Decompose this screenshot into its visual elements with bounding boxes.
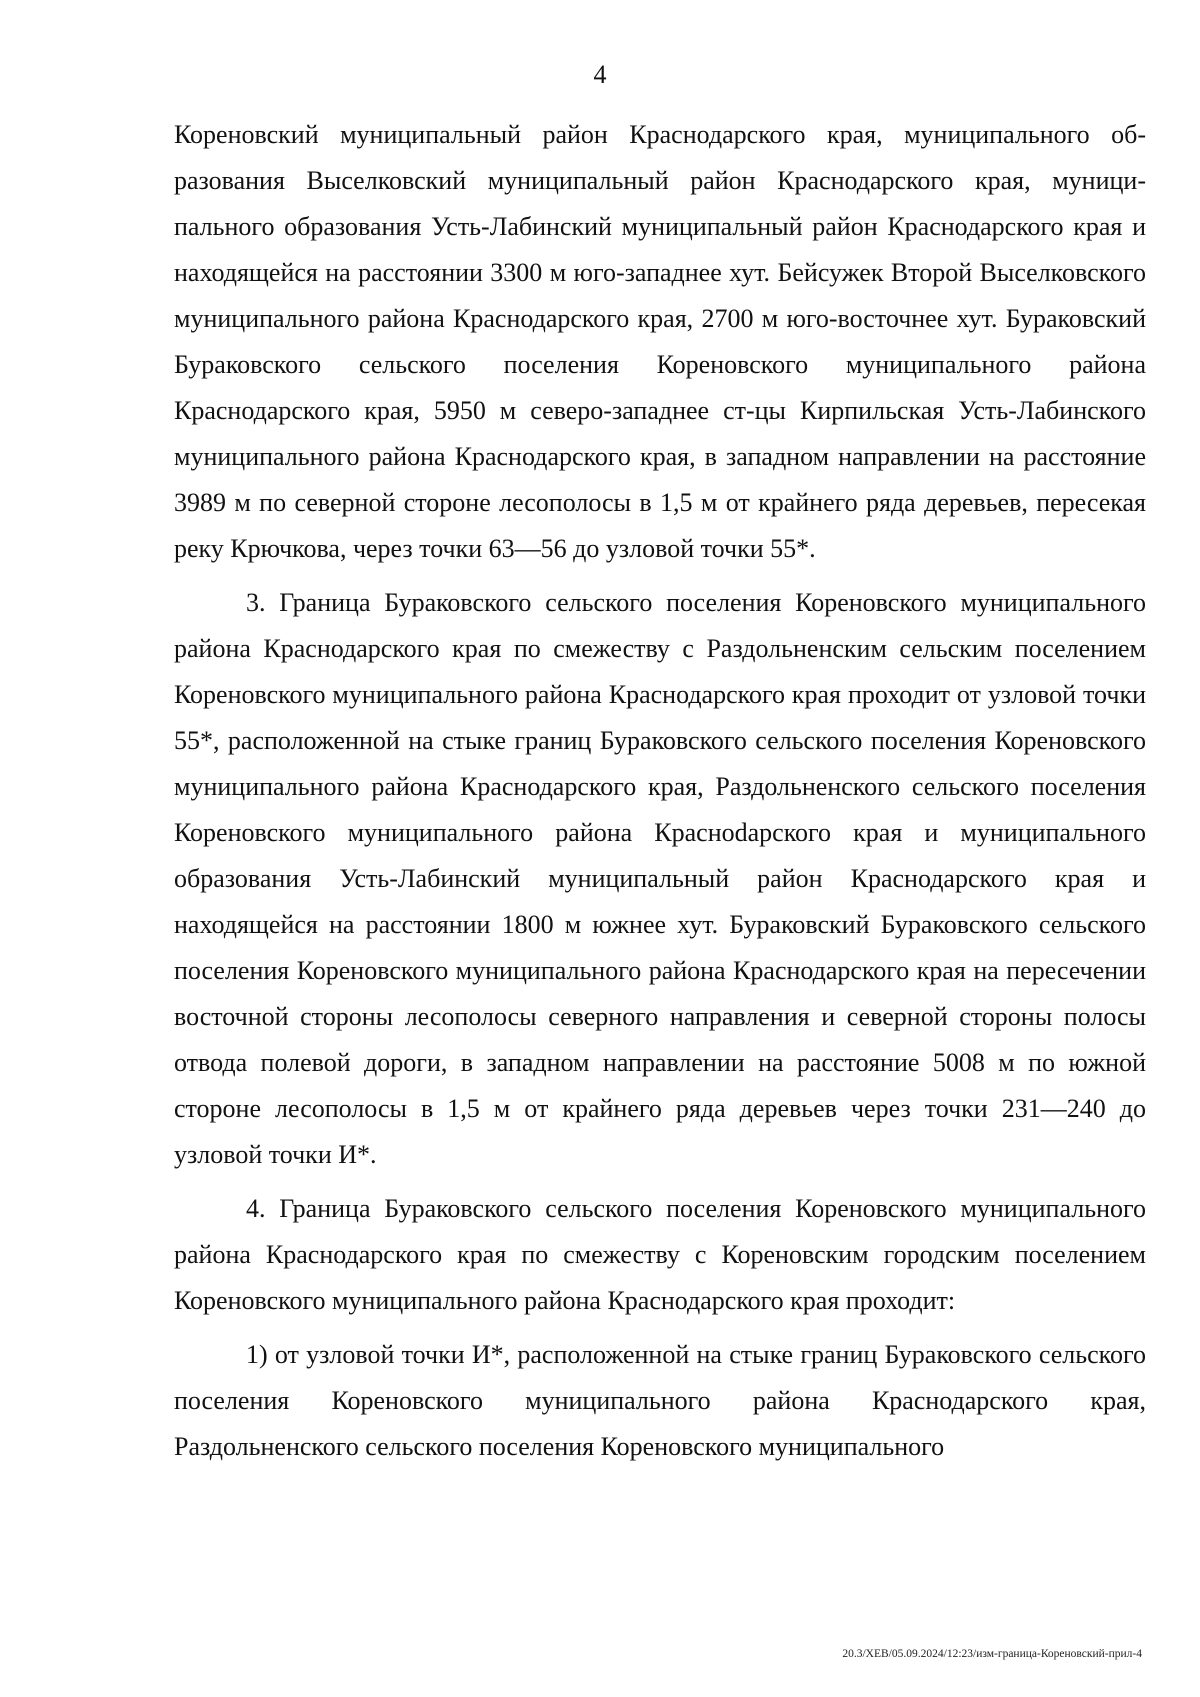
paragraph-section-3: 3. Граница Бураковского сельского поселения Кореновского муниципального района Краснодарского края по смежеству с Раздольненским сельским поселением Кореновского муниципального района Краснодарского края проходит от узловой точки 55*, расположенной на стыке границ Бураковского сельского поселения Кореновского муниципального района Краснодарского края, Раздольненского сельского поселения Кореновского муниципального района Красноdарского края и муниципального образования Усть-Лабинский муниципальный район Краснодарского края и находящейся на расстоянии 1800 м южнее хут. Бураковский Бураковского сельского поселения Кореновского муниципального района Краснодарского края на пересечении восточной стороны лесополосы северного направления и северной стороны полосы отвода полевой дороги, в западном направлении на расстояние 5008 м по южной стороне лесополосы в 1,5 м от крайнего ряда деревьев через точки 231—240 до узловой точки И*.: [174, 588, 1146, 1169]
document-body: [174, 112, 1146, 1470]
paragraph-item-1: 1) от узловой точки И*, расположенной на стыке границ Бураковского сельского поселения Кореновского муниципального района Краснодарского края, Раздольненского сельского поселения Кореновского муниципального: [174, 1340, 1146, 1461]
paragraph-section-4: 4. Граница Бураковского сельского поселения Кореновского муниципального района Краснодарского края по смежеству с Кореновским городским поселением Кореновского муниципального района Краснодарского края проходит:: [174, 1194, 1146, 1315]
footer-file-reference: 20.3/XEB/05.09.2024/12:23/изм-граница-Кореновский-прил-4: [842, 1648, 1142, 1660]
page-number: 4: [593, 60, 607, 89]
paragraph-continuation: Кореновский муниципальный район Краснодарского края, муниципального образования Выселковский муниципальный район Краснодарского края, муниципального образования Усть-Лабинский муниципальный район Краснодарского края и находящейся на расстоянии 3300 м юго-западнее хут. Бейсужек Второй Выселковского муниципального района Краснодарского края, 2700 м юго-восточнее хут. Бураковский Бураковского сельского поселения Кореновского муниципального района Краснодарского края, 5950 м северо-западнее ст-цы Кирпильская Усть-Лабинского муниципального района Краснодарского края, в западном направлении на расстояние 3989 м по северной стороне лесополосы в 1,5 м от крайнего ряда деревьев, пересекая реку Крючкова, через точки 63—56 до узловой точки 55*.: [174, 120, 1146, 563]
